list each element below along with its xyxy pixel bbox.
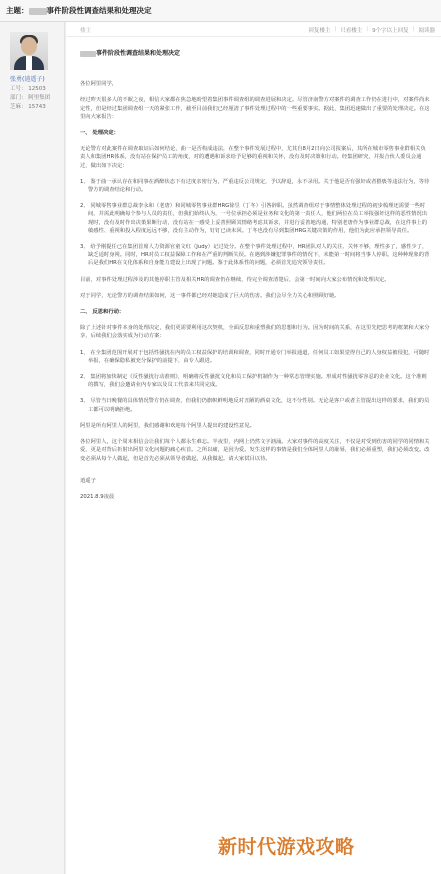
title-bar — [0, 0, 441, 22]
doc-title: 事件阶段性调查结果和处理决定 — [80, 50, 430, 58]
decision-item-1: 1、 鉴于曲一承认存在和同事在酒醉状态下有过度亲密行为，严重违反公司规定，予以辞退，永不录用。关于他是否有强奸或者猥亵等违法行为，等待警方的调查结论和行动。 — [80, 178, 430, 194]
paragraph-ongoing: 目前，对事件处理过程涉及的其他停职主管及相关HR的调查仍在继续，待完全调查清楚后，会第一时间向大家公布情况和处理决定。 — [80, 276, 390, 283]
author-sidebar — [0, 22, 65, 874]
avatar[interactable] — [10, 32, 48, 70]
author-name[interactable]: 张勇(逍遥子) — [10, 76, 45, 83]
paragraph-reflection: 除了上述针对事件本身的处理决定，我们更需要利用这次契机，全面反思和重塑我们的思想和行为。因为时间的关系，在这里先把思考的框架和大家分享，后续我们会落实成为行动方案： — [80, 325, 430, 340]
decision-item-3: 3、 给予刚提任已在集团首席人力资源官童文红（Judy）记过处分。在整个事件处理过程中，HR团队对人的关注、关怀不够，理性多了，感性少了，缺乏适时身视。同时，HR对员工权益保障工作和在严重的判断失误。在遇到涉嫌犯罪事件的情况下，未能第一时间将当事人停职。这种种现象的背后是我们HR在文化体系和自身能力建设上出现了问题。鉴于此体系性的问题，必须首先追究领导责任。 — [80, 244, 430, 267]
post-toolbar — [66, 22, 441, 37]
decision-item-2: 2、 同城零售事业群总裁李永和（老唐）和同城零售事业群HRG徐昱（丁冬）引咎辞职。虽然调查组对于事情整体处理过程的初步梳理还需要一些时间，并需此明确每个参与人员的责任，但我们始终认为，一号位承担必须是业务和文化的第一责任人，他们两位在员工举报强奸这样的恶性情况出现时，没有及时作出决策果断行动，没有站在一感受上妥善照顾其情绪考虑其诉求，并进行妥善地沟通，特别老唐作为事业群总裁，在这件事上的敏感性、重视和投入程度远远不够，没有主动作为，钉钉已读未回。丁冬也没有尽到集团HRG关键决策的作用，他们为此应承担领导责任。 — [80, 203, 428, 234]
author-id: 工号： 12503 — [10, 86, 46, 92]
paragraph-closing: 各位阿里人，这个周末相信会让我们每个人都永生难忘。半夜里，内网上仍然文字汹涌。大家对事件的高度关注，不仅是对受到伤害的同学的同情和关爱，更是对背后折射出阿里文化问题的痛心疾首。之所以痛，是因为爱。发生这样的事情是我们全体阿里人的耻辱，我们必须重塑，我们必须改变。改变必须从每个人做起，但是首先必须从领导者做起，从我做起。请大家拭目以待。 — [80, 439, 430, 462]
section-heading-decision: 一、 处理决定： — [80, 130, 119, 137]
reply-op-link[interactable]: 回复楼主 — [308, 28, 331, 34]
signature: 逍遥子 — [80, 477, 96, 484]
post-panel — [66, 22, 441, 874]
paragraph-decision: 无论警方对此案件在调查取证后如何结论，曲一是否构成违法，在整个事件发展过程中，尤其自8月2日向公司报案后，其所在城市零售事业群相关负责人和集团HR体系，没有站在保护员工的角度，对的遭遇和诉求给予足够的重视和关怀，没有及时决策和行动。经集团研究，并报合伙人委员会通过，做出如下决定： — [80, 146, 426, 169]
action-item-1: 1、 在全集团范围开展对于包括性骚扰在内的员工权益保护的培训和调查，同时开通专门举报通道，任何员工如果觉得自己的人身权益被侵犯，可随时举报，在确保隐私被充分保护的前提下，由专人跟进。 — [80, 349, 430, 364]
long-reply-link[interactable]: 9个字以上回复 — [372, 28, 409, 34]
paragraph-intro: 经过昨天很多人的不眠之夜，相信大家都在焦急地盼望着集团事件调查组的调查进展和决定。尽管济南警方对案件的调查工作仍在进行中，对案件尚未定性，但是经过集团调查组一天的紧张工作，截至目前我们已经厘清了事件处理过程中的一些重要事实。据此，集团迅速做出了重要的处理决定。在这里向大家报告： — [80, 97, 430, 120]
floor-label: 楼主 — [80, 28, 92, 34]
title-prefix: 主题： — [6, 6, 29, 15]
post-date: 2021.8.9凌晨 — [80, 493, 115, 500]
redacted-name — [29, 8, 47, 15]
action-item-2: 2、 集团将加快制定《反性骚扰行动准则》，明确将反性骚扰文化和员工保护机制作为一种常态管理实施。形成对性骚扰零容忍的企业文化。这个准则的撰写，我们会邀请业内专家以及员工代表来共同完成。 — [80, 374, 427, 389]
author-points: 芝麻： 15743 — [10, 104, 46, 110]
section-heading-reflection: 二、 反思和行动： — [80, 309, 125, 316]
thread-title — [6, 5, 152, 16]
reader-link[interactable]: 阅读器 — [418, 28, 435, 34]
site-watermark: 新时代游戏攻略 — [218, 836, 355, 858]
action-item-3: 3、 尽管当日晚餐的具体情况警方仍在调查，但我们仍旗帜鲜明地反对丑陋的酒桌文化，这不分性别。无论是客户或者主管提出这样的要求，我们的员工都可以明确拒绝。 — [80, 398, 430, 413]
paragraph-welcome: 阿里是所有阿里人的阿里，我们感谢和欢迎每个阿里人提出的建设性意见。 — [80, 422, 255, 429]
paragraph-care: 对于同学，无论警方的调查结果如何，这一事件都已经对她造成了巨大的伤害。我们会尽全力关心和照顾好她。 — [80, 292, 340, 299]
title-text: 事件阶段性调查结果和处理决定 — [46, 6, 152, 15]
author-dept: 部门： 阿里集团 — [10, 95, 51, 101]
only-op-link[interactable]: 只看楼主 — [340, 28, 363, 34]
toolbar-actions: 回复楼主 | 只看楼主 | 9个字以上回复 | 阅读器 — [308, 26, 435, 34]
greeting: 各位阿里同学， — [80, 81, 118, 88]
post-body — [80, 50, 430, 509]
